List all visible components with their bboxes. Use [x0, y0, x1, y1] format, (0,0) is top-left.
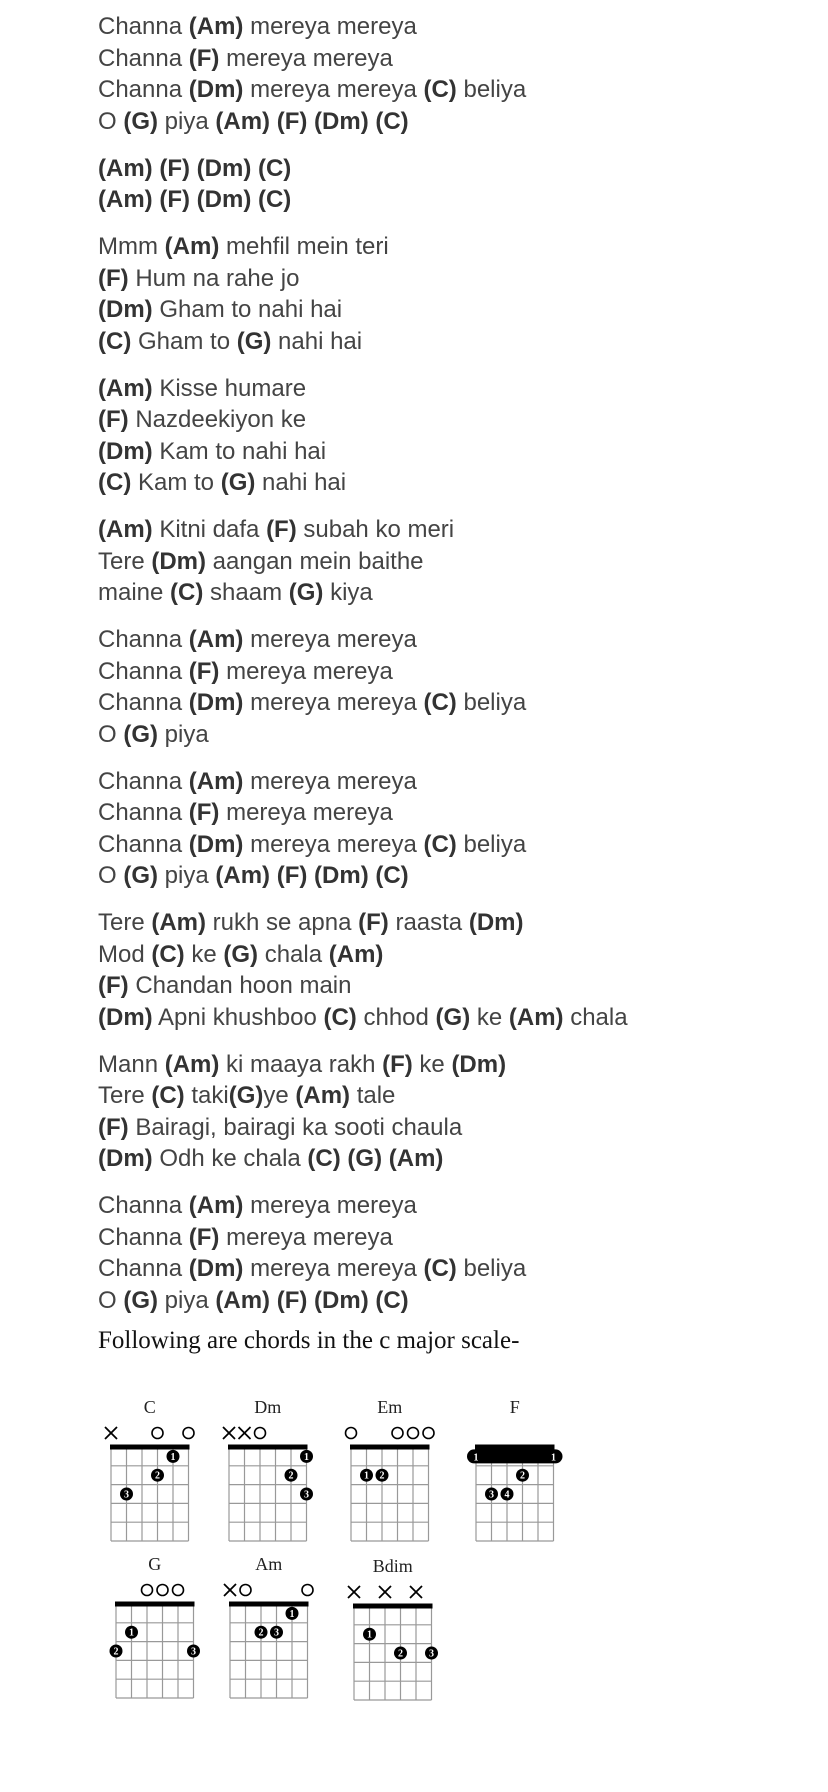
lyric-text: mereya mereya — [243, 13, 417, 40]
chord-label: (Dm) — [188, 1255, 244, 1282]
chord-label: (Am) — [188, 626, 244, 653]
chord-name: Dm — [254, 1397, 282, 1417]
chord-scale-caption: Following are chords in the c major scale- — [98, 1327, 520, 1354]
lyric-text: beliya — [456, 830, 527, 858]
chord-label: (Dm) — [451, 1050, 507, 1078]
chord-label: (C) — [257, 154, 292, 182]
open-string-marker — [152, 1428, 163, 1439]
chord-label: (Am) — [215, 1286, 271, 1314]
lyric-text: Tere — [98, 547, 152, 575]
lyric-text: Bairagi, bairagi ka sooti chaula — [128, 1113, 463, 1141]
lyric-text: Channa — [98, 657, 189, 685]
chord-diagram-g — [110, 1554, 201, 1698]
lyric-text: O — [98, 862, 124, 889]
chord-label: (C) — [151, 1082, 185, 1109]
chord-diagram-am — [224, 1554, 313, 1698]
chord-label: (C) — [375, 862, 409, 889]
chord-label: (G) — [123, 862, 158, 889]
finger-number: 1 — [129, 1627, 134, 1639]
open-string-marker — [408, 1428, 419, 1439]
chord-label: (F) — [98, 264, 129, 292]
lyric-text: ki maaya rakh — [219, 1050, 383, 1078]
chord-label: (F) — [266, 516, 297, 543]
finger-number: 2 — [258, 1627, 264, 1639]
chord-label: (C) — [423, 1255, 457, 1282]
chord-label: (Am) — [188, 13, 244, 40]
chord-label: (C) — [307, 1145, 341, 1172]
chord-label: (Am) — [98, 516, 153, 543]
chord-label: (Am) — [295, 1082, 351, 1109]
finger-number: 3 — [489, 1489, 494, 1501]
chord-label: (Dm) — [196, 154, 252, 182]
lyric-text: mereya mereya — [243, 830, 424, 858]
chord-label: (Dm) — [196, 186, 252, 213]
chord-label: (Dm) — [314, 1286, 369, 1314]
chord-name: Bdim — [372, 1556, 413, 1576]
lyric-text: raasta — [388, 909, 469, 936]
chord-diagram-em — [346, 1397, 435, 1541]
nut — [110, 1445, 190, 1450]
muted-string-marker — [379, 1586, 391, 1598]
open-string-marker — [255, 1428, 266, 1439]
finger-number: 2 — [379, 1470, 385, 1482]
finger-number: 3 — [191, 1646, 196, 1658]
lyric-text: beliya — [456, 1255, 527, 1282]
lyric-text: Apni khushboo — [152, 1003, 324, 1031]
lyric-text: maine — [98, 579, 171, 606]
barre-finger-number: 1 — [473, 1452, 479, 1464]
finger-number: 3 — [429, 1648, 434, 1660]
chord-label: (Dm) — [314, 107, 369, 135]
chord-label: (G) — [123, 1286, 158, 1314]
chord-label: (Dm) — [98, 1003, 153, 1031]
lyric-text: Channa — [98, 767, 189, 795]
lyric-text: Channa — [98, 830, 189, 858]
chord-label: (Dm) — [188, 689, 244, 716]
finger-number: 1 — [367, 1629, 372, 1641]
lyric-text: Kam to — [131, 469, 221, 496]
chord-label: (Am) — [215, 862, 271, 889]
lyric-text: O — [98, 720, 124, 748]
lyric-text: piya — [158, 107, 216, 135]
lyric-text: Channa — [98, 1223, 189, 1251]
nut — [475, 1445, 555, 1450]
open-string-marker — [173, 1585, 184, 1596]
chord-label: (F) — [358, 909, 389, 936]
open-string-marker — [240, 1585, 251, 1596]
open-string-marker — [183, 1428, 194, 1439]
finger-number: 2 — [398, 1648, 403, 1660]
chord-label: (F) — [276, 1286, 308, 1314]
chord-label: (F) — [188, 657, 220, 685]
lyric-text: Kam to nahi hai — [152, 437, 327, 465]
finger-number: 3 — [124, 1489, 129, 1501]
lyric-text: mehfil mein teri — [219, 233, 389, 260]
finger-number: 1 — [289, 1608, 295, 1620]
lyric-text: mereya mereya — [243, 1255, 424, 1282]
nut — [115, 1602, 195, 1607]
chord-label: (G) — [220, 469, 256, 496]
chord-name: Em — [377, 1397, 403, 1417]
barre-finger-number: 1 — [551, 1452, 556, 1464]
lyric-text: Odh ke chala — [152, 1145, 308, 1172]
chord-label: (Am) — [164, 233, 220, 260]
lyric-text: mereya mereya — [219, 657, 393, 685]
chord-label: (C) — [323, 1003, 357, 1031]
lyric-text: Channa — [98, 76, 189, 103]
chord-label: (Am) — [328, 940, 384, 968]
lyric-text: ke — [412, 1050, 452, 1078]
nut — [350, 1445, 430, 1450]
open-string-marker — [302, 1585, 313, 1596]
finger-number: 2 — [520, 1470, 525, 1482]
lyric-text: Nazdeekiyon ke — [128, 406, 307, 433]
chord-label: (Am) — [151, 909, 207, 936]
chord-label: (F) — [159, 186, 190, 213]
chord-name: F — [509, 1397, 520, 1417]
lyric-text: Channa — [98, 13, 189, 40]
open-string-marker — [346, 1428, 357, 1439]
chord-label: (F) — [276, 107, 308, 135]
lyric-text: Channa — [98, 44, 189, 72]
open-string-marker — [157, 1585, 168, 1596]
lyric-text: Gham to nahi hai — [152, 296, 343, 323]
chord-label: (Am) — [98, 154, 153, 182]
chord-label: (Am) — [98, 186, 153, 213]
chord-label: (C) — [375, 107, 409, 135]
lyric-text: aangan mein baithe — [206, 547, 424, 575]
chord-label: (F) — [382, 1050, 413, 1078]
finger-number: 3 — [304, 1489, 309, 1501]
lyric-text: mereya mereya — [219, 799, 393, 826]
finger-number: 1 — [170, 1451, 176, 1463]
chord-diagram-c — [105, 1397, 194, 1541]
chord-label: (Dm) — [151, 547, 207, 575]
chord-label: (C) — [170, 579, 204, 606]
lyric-text: piya — [158, 862, 216, 889]
chord-label: (Dm) — [314, 862, 369, 889]
chord-label: (Am) — [98, 374, 153, 402]
lyric-text: ke — [184, 940, 224, 968]
chord-label: (Am) — [188, 767, 244, 795]
chord-label: (G) — [288, 579, 324, 606]
chord-label: (Am) — [164, 1050, 220, 1078]
chord-label: (G) — [435, 1003, 471, 1031]
chord-label: (C) — [375, 1286, 409, 1314]
lyric-text: kiya — [323, 579, 373, 606]
finger-number: 3 — [274, 1627, 279, 1639]
lyric-text: taki — [184, 1082, 229, 1109]
lyric-text: Mod — [98, 940, 152, 968]
open-string-marker — [423, 1428, 434, 1439]
open-string-marker — [392, 1428, 403, 1439]
chord-label: (Dm) — [98, 296, 153, 323]
muted-string-marker — [223, 1427, 235, 1439]
lyric-text: O — [98, 1286, 124, 1314]
finger-number: 1 — [304, 1451, 309, 1463]
finger-number: 2 — [155, 1470, 160, 1482]
lyric-text: Hum na rahe jo — [128, 264, 300, 292]
lyric-text: nahi hai — [255, 469, 347, 496]
lyric-text: mereya mereya — [219, 44, 393, 72]
lyric-text: tale — [350, 1082, 396, 1109]
nut — [228, 1445, 308, 1450]
lyric-text: nahi hai — [271, 327, 363, 355]
chord-label: (G) — [123, 720, 158, 748]
chord-label: (Dm) — [98, 1145, 153, 1172]
chord-label: (Dm) — [188, 76, 244, 103]
chord-diagram-dm — [223, 1397, 313, 1541]
chord-label: (C) — [423, 76, 457, 103]
lyric-text: Channa — [98, 1255, 189, 1282]
chord-label: (G) — [228, 1082, 264, 1109]
chord-label: (F) — [98, 972, 129, 999]
chord-label: (Dm) — [98, 437, 153, 465]
chord-label: (Am) — [188, 1192, 244, 1219]
lyric-text: Mmm — [98, 233, 165, 260]
muted-string-marker — [410, 1586, 422, 1598]
lyric-text: O — [98, 107, 124, 135]
chord-label: (G) — [223, 940, 259, 968]
chord-label: (F) — [98, 1113, 129, 1141]
lyric-text: piya — [158, 720, 209, 748]
chord-label: (C) — [98, 327, 132, 355]
lyric-text: Channa — [98, 626, 189, 653]
lyric-text: Gham to — [131, 327, 237, 355]
lyric-text: Channa — [98, 799, 189, 826]
lyric-text: Channa — [98, 1192, 189, 1219]
lyric-text: Kitni dafa — [152, 516, 267, 543]
chord-label: (F) — [188, 44, 220, 72]
chord-label: (C) — [98, 469, 132, 496]
chord-label: (Am) — [508, 1003, 564, 1031]
lyric-text: mereya mereya — [243, 626, 417, 653]
finger-number: 1 — [364, 1470, 369, 1482]
chord-label: (F) — [159, 154, 190, 182]
lyric-text: beliya — [456, 76, 527, 103]
chord-label: (Am) — [215, 107, 271, 135]
lyric-text: mereya mereya — [219, 1223, 393, 1251]
chord-label: (C) — [257, 186, 292, 213]
finger-number: 2 — [288, 1470, 294, 1482]
lyric-text: Mann — [98, 1050, 165, 1078]
chord-name: G — [148, 1554, 162, 1574]
chord-label: (C) — [423, 689, 457, 716]
lyric-text: Kisse humare — [152, 374, 307, 402]
chord-name: Am — [255, 1554, 283, 1574]
chord-label: (F) — [188, 1223, 220, 1251]
lyric-text: chala — [258, 940, 329, 968]
muted-string-marker — [239, 1427, 251, 1439]
lyric-text: rukh se apna — [206, 909, 359, 936]
lyric-text: Tere — [98, 909, 152, 936]
chord-diagram-f — [467, 1397, 563, 1541]
nut — [229, 1602, 309, 1607]
finger-number: 2 — [113, 1646, 119, 1658]
chord-label: (F) — [188, 799, 220, 826]
lyric-text: subah ko meri — [296, 516, 455, 543]
lyric-text: Channa — [98, 689, 189, 716]
chord-label: (G) — [347, 1145, 383, 1172]
barre — [467, 1449, 563, 1463]
chord-name: C — [143, 1397, 156, 1417]
lyric-text: chala — [563, 1003, 628, 1031]
lyric-text: Tere — [98, 1082, 152, 1109]
open-string-marker — [142, 1585, 153, 1596]
chord-diagram-bdim — [348, 1556, 438, 1700]
chord-label: (G) — [123, 107, 158, 135]
lyric-text: ye — [263, 1082, 296, 1109]
chord-label: (F) — [276, 862, 308, 889]
lyric-text: shaam — [203, 579, 289, 606]
nut — [353, 1604, 433, 1609]
chord-label: (Am) — [388, 1145, 444, 1172]
chord-label: (Dm) — [468, 909, 524, 936]
lyric-text: piya — [158, 1286, 216, 1314]
muted-string-marker — [224, 1584, 236, 1596]
chord-label: (C) — [423, 830, 457, 858]
finger-number: 4 — [504, 1489, 510, 1501]
lyric-text: mereya mereya — [243, 689, 424, 716]
lyric-text: mereya mereya — [243, 1192, 417, 1219]
chord-label: (G) — [236, 327, 272, 355]
chord-label: (F) — [98, 406, 129, 433]
lyric-text: chhod — [356, 1003, 436, 1031]
lyric-text: beliya — [456, 689, 527, 716]
chord-label: (Dm) — [188, 830, 244, 858]
lyric-text: mereya mereya — [243, 767, 417, 795]
muted-string-marker — [105, 1427, 117, 1439]
muted-string-marker — [348, 1586, 360, 1598]
lyric-text: Chandan hoon main — [128, 972, 352, 999]
lyric-text: mereya mereya — [243, 76, 424, 103]
chord-label: (C) — [151, 940, 185, 968]
lyric-text: ke — [470, 1003, 509, 1031]
